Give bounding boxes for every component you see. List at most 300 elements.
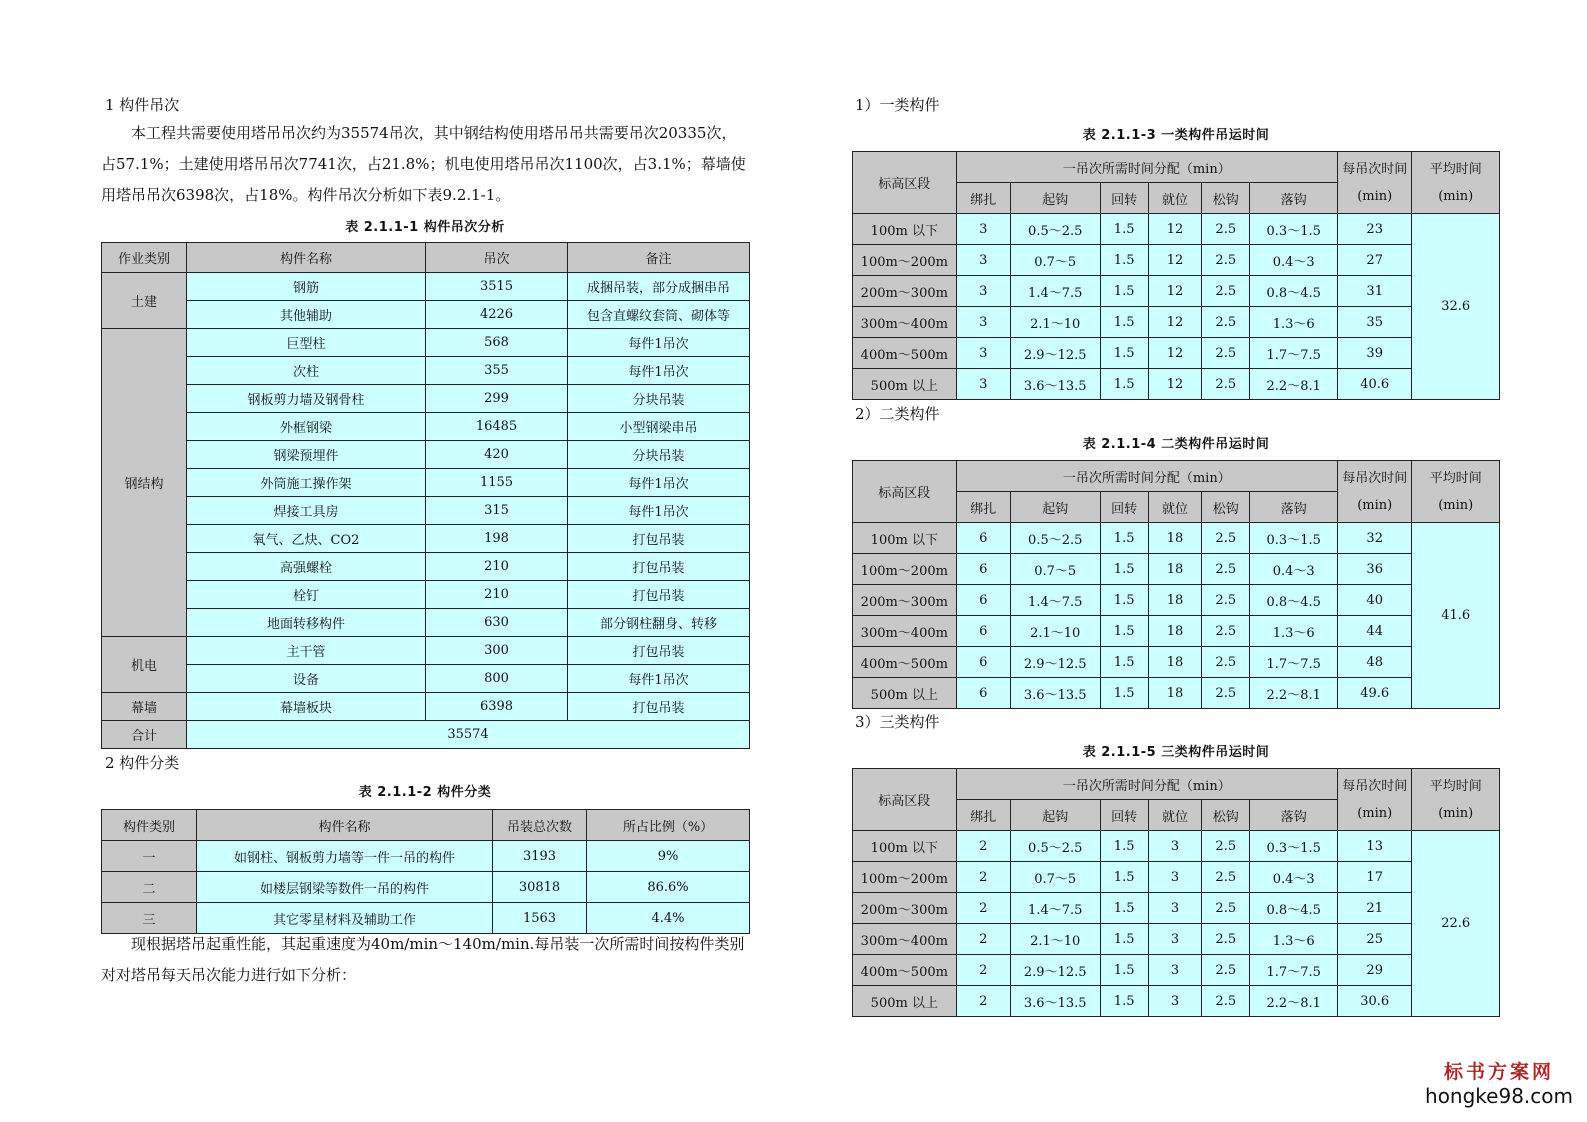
header-per-lift-top: 每吊次时间 [1342,470,1408,486]
category-cell: 钢结构 [102,329,187,637]
zone-cell: 100m～200m [853,245,957,276]
zone-cell: 100m～200m [853,862,957,893]
lower-cell: 2.2～8.1 [1250,678,1338,709]
slew-cell: 1.5 [1100,585,1148,616]
lift-total-cell: 3193 [493,841,587,872]
release-cell: 2.5 [1202,307,1250,338]
table2-header-category: 构件类别 [102,810,197,841]
per-cell: 21 [1337,893,1411,924]
subheader-cell: 落钩 [1250,183,1338,214]
place-cell: 18 [1148,523,1201,554]
note-cell: 小型钢梁串吊 [568,413,750,441]
place-cell: 3 [1148,893,1201,924]
release-cell: 2.5 [1202,986,1250,1017]
hoist-cell: 0.7～5 [1010,862,1100,893]
subheader-cell: 起钩 [1010,183,1100,214]
place-cell: 12 [1148,369,1201,400]
hoist-cell: 2.9～12.5 [1010,338,1100,369]
tie-cell: 2 [956,986,1010,1017]
section-heading-5: 3）三类构件 [855,713,940,731]
note-cell: 打包吊装 [568,553,750,581]
subheader-cell: 绑扎 [956,492,1010,523]
section-heading-4: 2）二类构件 [855,405,940,423]
hoist-cell: 0.5～2.5 [1010,831,1100,862]
lower-cell: 0.4～3 [1250,862,1338,893]
slew-cell: 1.5 [1100,678,1148,709]
zone-cell: 500m 以上 [853,369,957,400]
lift-count-cell: 355 [426,357,568,385]
average-time-cell: 41.6 [1412,523,1500,709]
component-category-table [101,809,750,934]
zone-cell: 100m 以下 [853,214,957,245]
header-average-top: 平均时间 [1429,161,1482,177]
lift-count-cell: 210 [426,553,568,581]
lift-time-table [852,460,1500,709]
table-row [853,554,1500,585]
release-cell: 2.5 [1202,338,1250,369]
subheader-cell: 就位 [1148,800,1201,831]
section-heading-3: 1）一类构件 [855,96,940,114]
zone-cell: 500m 以上 [853,986,957,1017]
place-cell: 18 [1148,585,1201,616]
subheader-cell: 松钩 [1202,183,1250,214]
lift-count-cell: 299 [426,385,568,413]
table-row [853,831,1500,862]
note-cell: 分块吊装 [568,385,750,413]
table-row [102,413,750,441]
release-cell: 2.5 [1202,893,1250,924]
lift-count-cell: 210 [426,581,568,609]
table-row [102,609,750,637]
category-cell: 二 [102,872,197,903]
hoist-cell: 2.9～12.5 [1010,647,1100,678]
table-row [102,637,750,665]
hoist-cell: 0.7～5 [1010,245,1100,276]
hoist-cell: 1.4～7.5 [1010,276,1100,307]
header-row [853,152,1500,183]
header-per-lift-unit: (min) [1357,188,1393,204]
hoist-cell: 1.4～7.5 [1010,585,1100,616]
tie-cell: 6 [956,647,1010,678]
slew-cell: 1.5 [1100,554,1148,585]
table-row [853,616,1500,647]
lift-count-cell: 6398 [426,693,568,721]
tie-cell: 3 [956,214,1010,245]
table-row [853,955,1500,986]
tie-cell: 2 [956,862,1010,893]
place-cell: 12 [1148,214,1201,245]
analysis-paragraph: 现根据塔吊起重性能，其起重速度为40m/min～140m/min.每吊装一次所需时间按构件类别对对塔吊每天吊次能力进行如下分析： [101,935,745,984]
subheader-cell: 绑扎 [956,800,1010,831]
tie-cell: 3 [956,369,1010,400]
note-cell: 分块吊装 [568,441,750,469]
header-average-unit: (min) [1438,188,1474,204]
slew-cell: 1.5 [1100,955,1148,986]
lift-total-cell: 1563 [493,903,587,934]
slew-cell: 1.5 [1100,893,1148,924]
total-label-cell: 合计 [102,721,187,749]
category-cell: 土建 [102,273,187,329]
header-row [853,461,1500,492]
lift-time-table [852,768,1500,1017]
ratio-cell: 86.6% [587,872,750,903]
lower-cell: 0.3～1.5 [1250,214,1338,245]
per-cell: 40 [1337,585,1411,616]
tie-cell: 6 [956,523,1010,554]
slew-cell: 1.5 [1100,338,1148,369]
per-cell: 27 [1337,245,1411,276]
hoist-cell: 0.5～2.5 [1010,214,1100,245]
table-row [102,497,750,525]
place-cell: 3 [1148,831,1201,862]
ratio-cell: 4.4% [587,903,750,934]
hoist-cell: 0.5～2.5 [1010,523,1100,554]
note-cell: 每件1吊次 [568,665,750,693]
lift-count-cell: 300 [426,637,568,665]
component-name-cell: 次柱 [187,357,426,385]
slew-cell: 1.5 [1100,214,1148,245]
per-cell: 44 [1337,616,1411,647]
per-cell: 13 [1337,831,1411,862]
table-row [102,469,750,497]
tie-cell: 6 [956,616,1010,647]
release-cell: 2.5 [1202,647,1250,678]
zone-cell: 400m～500m [853,647,957,678]
table1-header-count: 吊次 [426,243,568,273]
place-cell: 12 [1148,338,1201,369]
lower-cell: 2.2～8.1 [1250,369,1338,400]
header-per-lift-unit: (min) [1357,497,1393,513]
subheader-cell: 就位 [1148,183,1201,214]
lift-count-cell: 315 [426,497,568,525]
subheader-cell: 回转 [1100,183,1148,214]
place-cell: 18 [1148,616,1201,647]
lift-count-table [101,242,750,749]
place-cell: 3 [1148,955,1201,986]
slew-cell: 1.5 [1100,831,1148,862]
slew-cell: 1.5 [1100,924,1148,955]
subheader-cell: 落钩 [1250,492,1338,523]
table-row [102,385,750,413]
hoist-cell: 2.9～12.5 [1010,955,1100,986]
section-heading-2: 2 构件分类 [105,754,180,772]
table-row [853,986,1500,1017]
zone-cell: 500m 以上 [853,678,957,709]
table-row [853,893,1500,924]
hoist-cell: 2.1～10 [1010,616,1100,647]
zone-cell: 400m～500m [853,955,957,986]
table-row [102,693,750,721]
component-name-cell: 如钢柱、钢板剪力墙等一件一吊的构件 [197,841,493,872]
lift-count-cell: 4226 [426,301,568,329]
lift-count-cell: 630 [426,609,568,637]
table-row [102,357,750,385]
subheader-cell: 松钩 [1202,492,1250,523]
watermark-en: hongke98.com [1425,1084,1573,1108]
zone-cell: 100m～200m [853,554,957,585]
section-heading-1: 1 构件吊次 [105,96,180,114]
lower-cell: 0.8～4.5 [1250,276,1338,307]
release-cell: 2.5 [1202,523,1250,554]
watermark-logo [1425,1057,1573,1108]
average-time-cell: 32.6 [1412,214,1500,400]
lower-cell: 0.3～1.5 [1250,523,1338,554]
lower-cell: 1.7～7.5 [1250,338,1338,369]
header-time-distribution: 一吊次所需时间分配（min） [956,152,1337,183]
tie-cell: 3 [956,245,1010,276]
place-cell: 12 [1148,276,1201,307]
release-cell: 2.5 [1202,245,1250,276]
table-row [853,245,1500,276]
lower-cell: 1.3～6 [1250,307,1338,338]
table1-header-category: 作业类别 [102,243,187,273]
release-cell: 2.5 [1202,585,1250,616]
note-cell: 成捆吊装，部分成捆串吊 [568,273,750,301]
lift-total-cell: 30818 [493,872,587,903]
header-zone: 标高区段 [853,461,957,523]
hoist-cell: 1.4～7.5 [1010,893,1100,924]
note-cell: 每件1吊次 [568,469,750,497]
slew-cell: 1.5 [1100,276,1148,307]
header-per-lift-top: 每吊次时间 [1342,778,1408,794]
lower-cell: 0.8～4.5 [1250,585,1338,616]
table-row [102,553,750,581]
subheader-cell: 回转 [1100,492,1148,523]
header-average [1412,769,1500,831]
slew-cell: 1.5 [1100,523,1148,554]
total-row [102,721,750,749]
table-row [102,301,750,329]
lift-count-cell: 198 [426,525,568,553]
slew-cell: 1.5 [1100,647,1148,678]
table2-caption: 表 2.1.1-2 构件分类 [358,785,492,800]
per-cell: 23 [1337,214,1411,245]
hoist-cell: 2.1～10 [1010,924,1100,955]
header-average-unit: (min) [1438,805,1474,821]
component-name-cell: 外筒施工操作架 [187,469,426,497]
zone-cell: 300m～400m [853,924,957,955]
table-row [102,273,750,301]
lift-count-cell: 800 [426,665,568,693]
header-per-lift [1337,461,1411,523]
note-cell: 打包吊装 [568,637,750,665]
table-row [853,924,1500,955]
component-name-cell: 地面转移构件 [187,609,426,637]
time-table-caption: 表 2.1.1-3 一类构件吊运时间 [1082,128,1270,143]
hoist-cell: 3.6～13.5 [1010,678,1100,709]
lower-cell: 1.3～6 [1250,616,1338,647]
per-cell: 35 [1337,307,1411,338]
place-cell: 3 [1148,986,1201,1017]
table-row [102,525,750,553]
header-average-unit: (min) [1438,497,1474,513]
table-row [853,585,1500,616]
component-name-cell: 如楼层钢梁等数件一吊的构件 [197,872,493,903]
tie-cell: 2 [956,831,1010,862]
time-table-caption: 表 2.1.1-4 二类构件吊运时间 [1082,437,1270,452]
table-row [853,307,1500,338]
hoist-cell: 0.7～5 [1010,554,1100,585]
tie-cell: 2 [956,924,1010,955]
subheader-cell: 起钩 [1010,800,1100,831]
component-name-cell: 钢筋 [187,273,426,301]
lift-count-cell: 568 [426,329,568,357]
component-name-cell: 外框钢梁 [187,413,426,441]
note-cell: 每件1吊次 [568,497,750,525]
per-cell: 32 [1337,523,1411,554]
category-cell: 机电 [102,637,187,693]
tie-cell: 6 [956,554,1010,585]
header-per-lift [1337,152,1411,214]
per-cell: 49.6 [1337,678,1411,709]
table-row [102,872,750,903]
subheader-cell: 绑扎 [956,183,1010,214]
header-zone: 标高区段 [853,152,957,214]
lower-cell: 1.7～7.5 [1250,955,1338,986]
table-row [853,338,1500,369]
release-cell: 2.5 [1202,862,1250,893]
header-average [1412,461,1500,523]
tie-cell: 2 [956,893,1010,924]
subheader-cell: 落钩 [1250,800,1338,831]
total-value-cell: 35574 [187,721,750,749]
header-time-distribution: 一吊次所需时间分配（min） [956,769,1337,800]
note-cell: 部分钢柱翻身、转移 [568,609,750,637]
lift-count-cell: 1155 [426,469,568,497]
place-cell: 18 [1148,678,1201,709]
lower-cell: 0.3～1.5 [1250,831,1338,862]
tie-cell: 3 [956,276,1010,307]
component-name-cell: 其它零星材料及辅助工作 [197,903,493,934]
lower-cell: 0.8～4.5 [1250,893,1338,924]
zone-cell: 300m～400m [853,307,957,338]
per-cell: 30.6 [1337,986,1411,1017]
component-name-cell: 巨型柱 [187,329,426,357]
place-cell: 12 [1148,245,1201,276]
table-row [853,647,1500,678]
lift-count-cell: 420 [426,441,568,469]
header-row [853,769,1500,800]
hoist-cell: 3.6～13.5 [1010,369,1100,400]
note-cell: 包含直螺纹套筒、砌体等 [568,301,750,329]
per-cell: 29 [1337,955,1411,986]
tie-cell: 6 [956,585,1010,616]
table2-header-name: 构件名称 [197,810,493,841]
release-cell: 2.5 [1202,955,1250,986]
place-cell: 3 [1148,862,1201,893]
table-row [853,276,1500,307]
header-average-top: 平均时间 [1429,470,1482,486]
release-cell: 2.5 [1202,554,1250,585]
lift-count-cell: 16485 [426,413,568,441]
table-row [102,329,750,357]
table-row [853,678,1500,709]
slew-cell: 1.5 [1100,616,1148,647]
component-name-cell: 焊接工具房 [187,497,426,525]
header-per-lift [1337,769,1411,831]
subheader-cell: 起钩 [1010,492,1100,523]
note-cell: 每件1吊次 [568,329,750,357]
table-row [853,214,1500,245]
average-time-cell: 22.6 [1412,831,1500,1017]
release-cell: 2.5 [1202,214,1250,245]
zone-cell: 200m～300m [853,276,957,307]
per-cell: 48 [1337,647,1411,678]
release-cell: 2.5 [1202,369,1250,400]
lower-cell: 0.4～3 [1250,245,1338,276]
tie-cell: 2 [956,955,1010,986]
release-cell: 2.5 [1202,276,1250,307]
zone-cell: 100m 以下 [853,523,957,554]
hoist-cell: 3.6～13.5 [1010,986,1100,1017]
per-cell: 17 [1337,862,1411,893]
hoist-cell: 2.1～10 [1010,307,1100,338]
component-name-cell: 设备 [187,665,426,693]
per-cell: 36 [1337,554,1411,585]
zone-cell: 200m～300m [853,893,957,924]
note-cell: 打包吊装 [568,525,750,553]
slew-cell: 1.5 [1100,245,1148,276]
per-cell: 31 [1337,276,1411,307]
header-time-distribution: 一吊次所需时间分配（min） [956,461,1337,492]
subheader-cell: 回转 [1100,800,1148,831]
release-cell: 2.5 [1202,831,1250,862]
lift-count-cell: 3515 [426,273,568,301]
category-cell: 幕墙 [102,693,187,721]
time-table-caption: 表 2.1.1-5 三类构件吊运时间 [1082,745,1270,760]
component-name-cell: 氧气、乙炔、CO2 [187,525,426,553]
table1-header-name: 构件名称 [187,243,426,273]
per-cell: 40.6 [1337,369,1411,400]
subheader-cell: 松钩 [1202,800,1250,831]
component-name-cell: 钢板剪力墙及钢骨柱 [187,385,426,413]
component-name-cell: 幕墙板块 [187,693,426,721]
header-average-top: 平均时间 [1429,778,1482,794]
slew-cell: 1.5 [1100,986,1148,1017]
release-cell: 2.5 [1202,678,1250,709]
subheader-cell: 就位 [1148,492,1201,523]
table-row [853,862,1500,893]
place-cell: 18 [1148,554,1201,585]
component-name-cell: 其他辅助 [187,301,426,329]
table-row [102,841,750,872]
tie-cell: 3 [956,338,1010,369]
table2-header-ratio: 所占比例（%） [587,810,750,841]
component-name-cell: 高强螺栓 [187,553,426,581]
note-cell: 打包吊装 [568,581,750,609]
category-cell: 一 [102,841,197,872]
table-row [853,523,1500,554]
zone-cell: 300m～400m [853,616,957,647]
lower-cell: 1.7～7.5 [1250,647,1338,678]
release-cell: 2.5 [1202,616,1250,647]
per-cell: 25 [1337,924,1411,955]
header-average [1412,152,1500,214]
per-cell: 39 [1337,338,1411,369]
intro-paragraph: 本工程共需要使用塔吊吊次约为35574吊次，其中钢结构使用塔吊吊共需要吊次20335次，占57.1%；土建使用塔吊吊次7741次，占21.8%；机电使用塔吊吊次1100次，占3.1%；幕墙使用塔吊吊次6398次，占18%。构件吊次分析如下表9.2.1-1。 [101,124,746,204]
release-cell: 2.5 [1202,924,1250,955]
note-cell: 打包吊装 [568,693,750,721]
ratio-cell: 9% [587,841,750,872]
table-row [102,665,750,693]
lower-cell: 2.2～8.1 [1250,986,1338,1017]
table1-header-note: 备注 [568,243,750,273]
place-cell: 3 [1148,924,1201,955]
component-name-cell: 栓钉 [187,581,426,609]
table2-header-count: 吊装总次数 [493,810,587,841]
tie-cell: 6 [956,678,1010,709]
zone-cell: 100m 以下 [853,831,957,862]
